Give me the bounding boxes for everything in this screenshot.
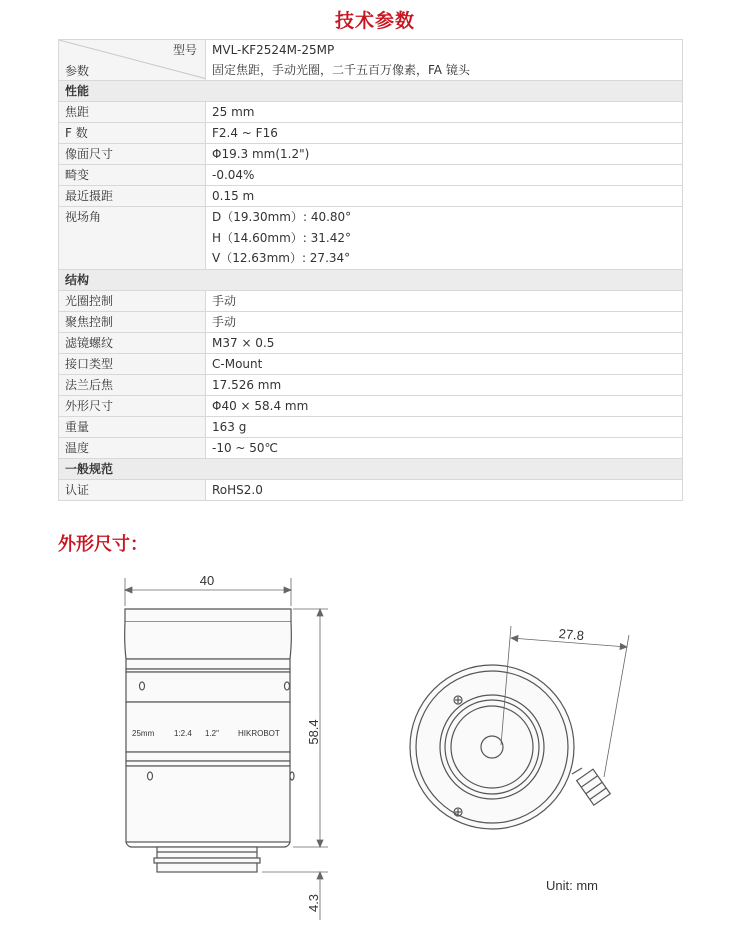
spec-value-line: D（19.30mm）: 40.80° [212,210,352,224]
section-header-row [59,81,683,102]
model-name: MVL-KF2524M-25MP [212,43,335,57]
page-title: 技术参数 [334,10,415,32]
spec-label: 视场角 [59,207,206,270]
spec-row [59,102,683,123]
spec-value: -10 ~ 50℃ [206,438,683,459]
spec-label: 畸变 [59,165,206,186]
spec-label: 外形尺寸 [59,396,206,417]
spec-value: -0.04% [206,165,683,186]
spec-label: 温度 [59,438,206,459]
spec-label: 聚焦控制 [59,312,206,333]
width-label: 40 [199,573,215,588]
dimension-drawing [0,560,750,952]
spec-row [59,333,683,354]
spec-value: 手动 [206,291,683,312]
spec-value: 手动 [206,312,683,333]
spec-label: 滤镜螺纹 [59,333,206,354]
spec-label: 法兰后焦 [59,375,206,396]
section-title: 一般规范 [59,459,683,480]
header-cell-diagonal [59,40,206,81]
spec-value: Φ40 × 58.4 mm [206,396,683,417]
spec-value: 163 g [206,417,683,438]
spec-row [59,396,683,417]
offset-label: 27.8 [558,625,585,644]
unit-label: Unit: mm [546,878,598,893]
lens-front-view [410,665,610,829]
section-header-row [59,459,683,480]
marking-format: 1.2" [205,729,219,738]
model-description: 固定焦距，手动光圈，二千五百万像素，FA 镜头 [212,63,470,77]
spec-value-line: H（14.60mm）: 31.42° [212,230,351,245]
spec-row [59,375,683,396]
spec-value [206,207,683,270]
length-label: 58.4 [306,719,321,745]
dimensions-title: 外形尺寸： [58,534,148,555]
model-label: 型号 [172,43,197,57]
spec-value-line: V（12.63mm）: 27.34° [212,251,351,266]
spec-value: RoHS2.0 [206,480,683,501]
spec-row [59,438,683,459]
spec-row [59,417,683,438]
spec-value: Φ19.3 mm(1.2") [206,144,683,165]
spec-label: 像面尺寸 [59,144,206,165]
spec-label: 光圈控制 [59,291,206,312]
spec-label: 重量 [59,417,206,438]
param-label: 参数 [65,64,90,78]
spec-row [59,165,683,186]
spec-value: 0.15 m [206,186,683,207]
spec-value: 25 mm [206,102,683,123]
section-header-row [59,270,683,291]
spec-value: 17.526 mm [206,375,683,396]
lens-markings [132,729,280,738]
spec-row [59,186,683,207]
spec-table [58,39,683,501]
lens-side-view [125,609,294,872]
spec-value: C-Mount [206,354,683,375]
spec-row [59,312,683,333]
spec-value: M37 × 0.5 [206,333,683,354]
spec-row [59,354,683,375]
spec-header-row [59,40,683,81]
header-cell-values [206,40,683,81]
section-title: 结构 [59,270,683,291]
spec-row [59,207,683,270]
spec-row [59,144,683,165]
marking-aperture: 1:2.4 [174,729,192,738]
spec-row [59,123,683,144]
section-title: 性能 [59,81,683,102]
mount-label: 4.3 [306,893,321,913]
spec-label: 焦距 [59,102,206,123]
spec-value: F2.4 ~ F16 [206,123,683,144]
spec-label: 认证 [59,480,206,501]
spec-label: 接口类型 [59,354,206,375]
marking-focal: 25mm [132,729,155,738]
spec-row [59,480,683,501]
spec-label: F 数 [59,123,206,144]
marking-brand: HIKROBOT [238,729,280,738]
spec-row [59,291,683,312]
spec-label: 最近摄距 [59,186,206,207]
